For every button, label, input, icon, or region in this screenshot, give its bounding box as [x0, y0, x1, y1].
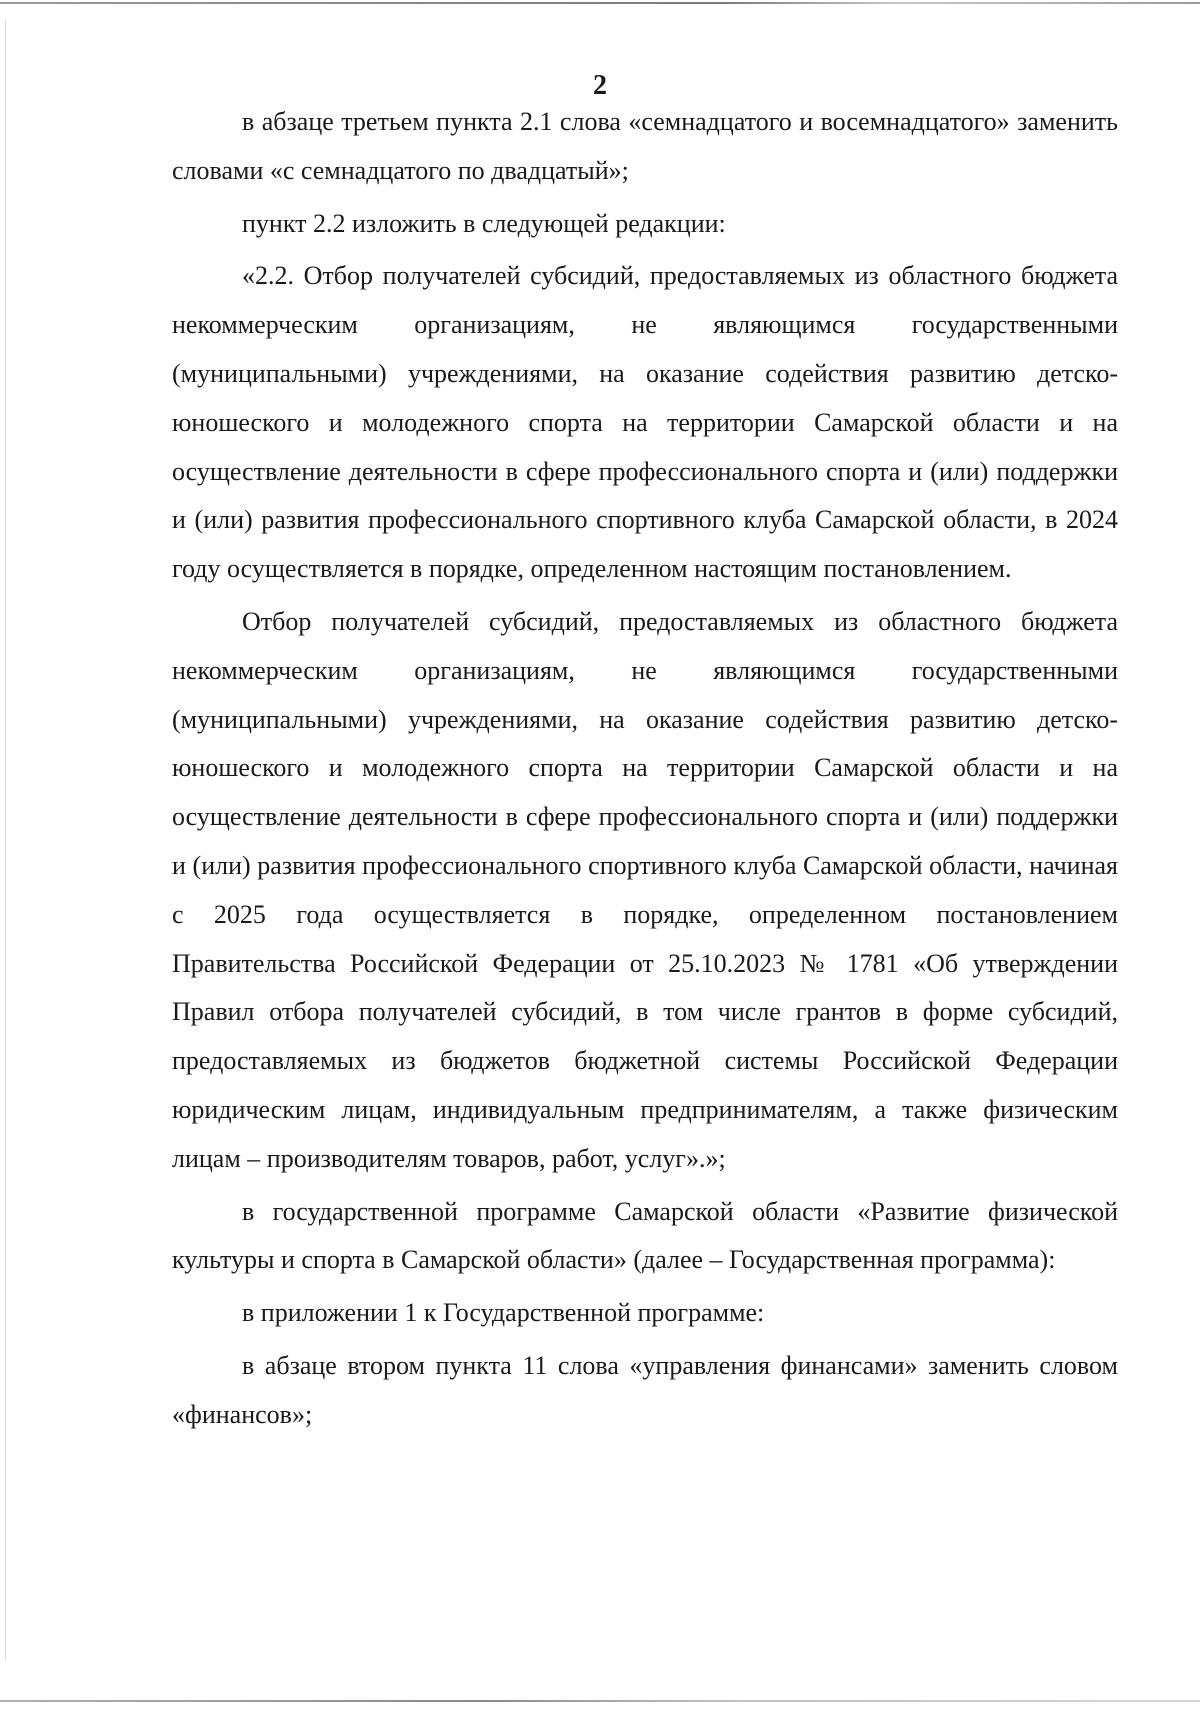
paragraph-state-program: в государственной программе Самарской области «Развитие физической культуры и спорта в Самарской области» (далее – Государственная программа): [172, 1196, 1118, 1275]
scan-edge-left [5, 20, 6, 1660]
scan-edge-top [0, 2, 1200, 4]
document-body [172, 98, 1118, 1440]
paragraph-appendix-1: в приложении 1 к Государственной программе: [242, 1298, 765, 1328]
paragraph-amend-11: в абзаце втором пункта 11 слова «управления финансами» заменить словом «финансов»; [172, 1350, 1118, 1429]
paragraph-amend-2-1: в абзаце третьем пункта 2.1 слова «семнадцатого и восемнадцатого» заменить словами «с семнадцатого по двадцатый»; [172, 107, 1118, 185]
paragraph-amend-2-2-intro: пункт 2.2 изложить в следующей редакции: [242, 208, 726, 238]
scan-edge-bottom [0, 1700, 1200, 1702]
page-number: 2 [593, 70, 607, 101]
paragraph-selection-2025: Отбор получателей субсидий, предоставляемых из областного бюджета некоммерческим организациям, не являющимся государственными (муниципальными) учреждениями, на оказание содействия развитию детско-юношеского и молодежного спорта на территории Самарской области и на осуществление деятельности в сфере профессионального спорта и (или) поддержки и (или) развития профессионального спортивного клуба Самарской области, начиная с 2025 года осуществляется в порядке, определенном постановлением Правительства Российской Федерации от 25.10.2023 № 1781 «Об утверждении Правил отбора получателей субсидий, в том числе грантов в форме субсидий, предоставляемых из бюджетов бюджетной системы Российской Федерации юридическим лицам, индивидуальным предпринимателям, а также физическим лицам – производителям товаров, работ, услуг».»; [172, 606, 1118, 1173]
paragraph-2-2-text: «2.2. Отбор получателей субсидий, предоставляемых из областного бюджета некоммерческим организациям, не являющимся государственными (муниципальными) учреждениями, на оказание содействия развитию детско-юношеского и молодежного спорта на территории Самарской области и на осуществление деятельности в сфере профессионального спорта и (или) поддержки и (или) развития профессионального спортивного клуба Самарской области, в 2024 году осуществляется в порядке, определенном настоящим постановлением. [172, 261, 1118, 584]
